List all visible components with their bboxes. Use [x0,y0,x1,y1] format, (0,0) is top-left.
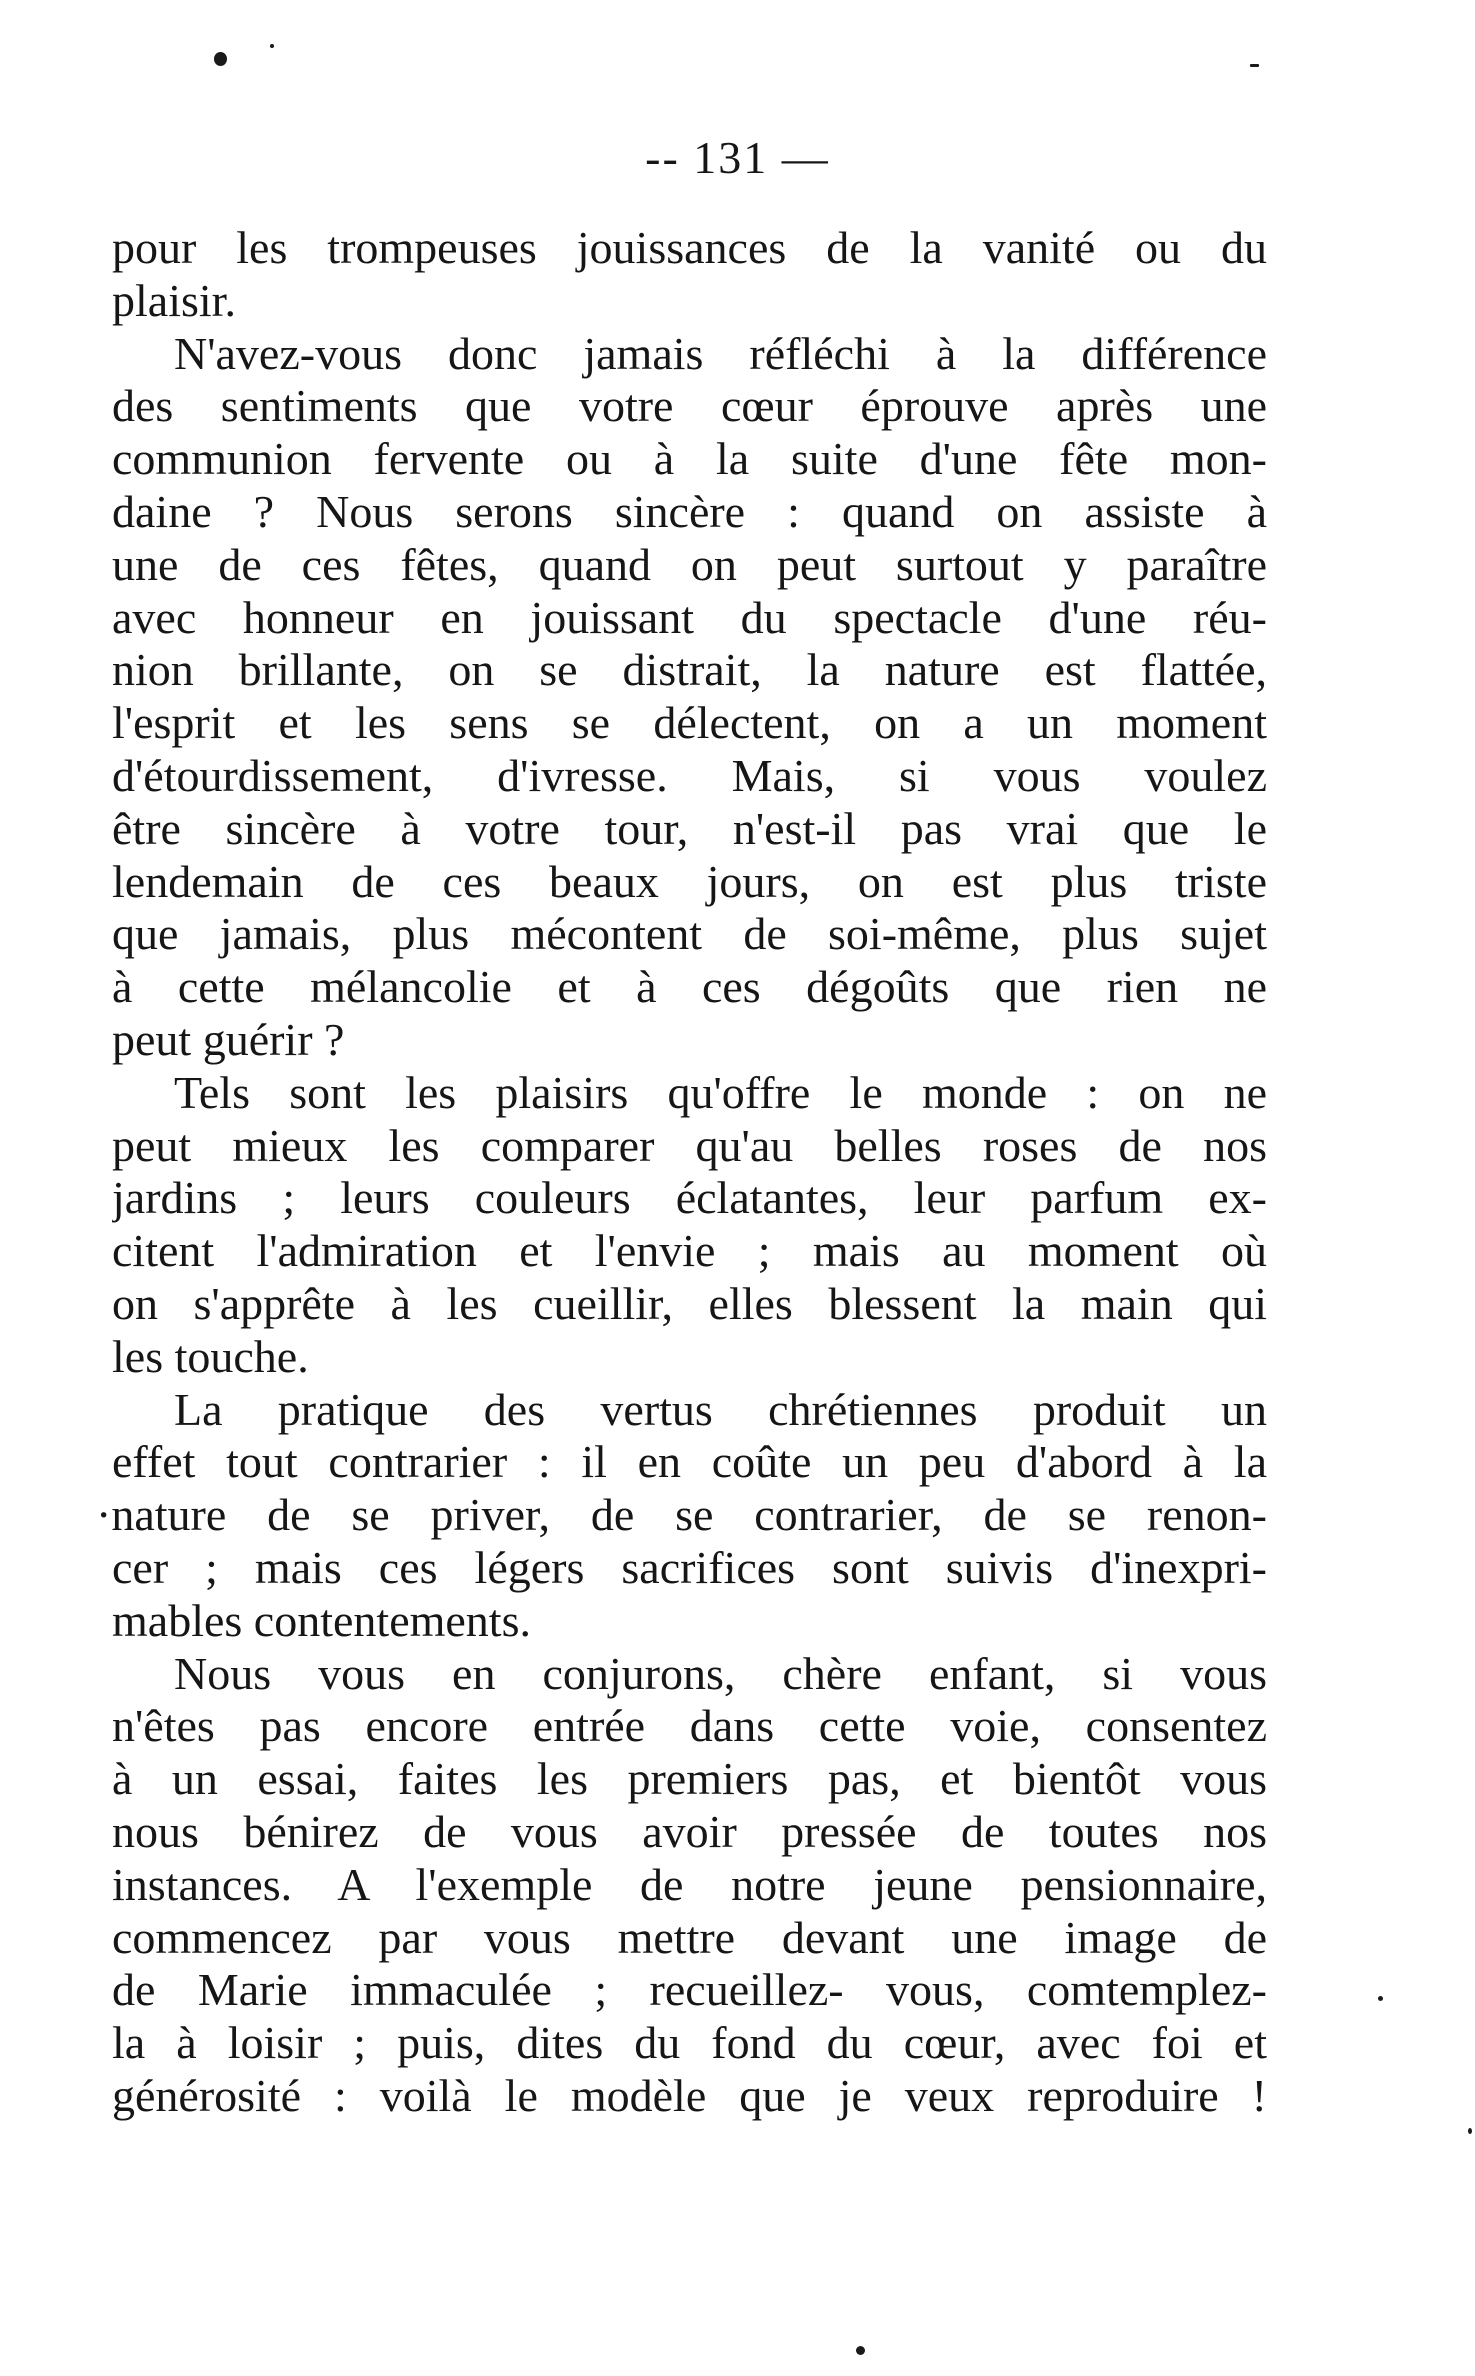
text-line: à un essai, faites les premiers pas, et bientôt vous [112,1753,1267,1805]
page-number: -- 131 — [645,132,830,183]
text-line: une de ces fêtes, quand on peut surtout y paraître [112,538,1267,590]
scan-speck [270,44,274,48]
text-line: cer ; mais ces légers sacrifices sont suivis d'inexpri- [112,1541,1267,1593]
text-line: plaisir. [112,274,236,326]
text-line: instances. A l'exemple de notre jeune pensionnaire, [112,1858,1267,1910]
text-line: Tels sont les plaisirs qu'offre le monde : on ne [174,1066,1267,1118]
text-line: que jamais, plus mécontent de soi-même, plus sujet [112,908,1267,960]
text-line: N'avez-vous donc jamais réfléchi à la différence [174,327,1267,379]
text-line: effet tout contrarier : il en coûte un peu d'abord à la [112,1436,1267,1488]
text-line: citent l'admiration et l'envie ; mais au moment où [112,1225,1267,1277]
text-line: jardins ; leurs couleurs éclatantes, leur parfum ex- [112,1172,1267,1224]
text-line: la à loisir ; puis, dites du fond du cœur, avec foi et [112,2017,1267,2069]
text-line: nous bénirez de vous avoir pressée de toutes nos [112,1805,1267,1857]
scan-speck [1468,2128,1472,2134]
text-line: on s'apprête à les cueillir, elles blessent la main qui [112,1277,1267,1329]
text-line: les touche. [112,1330,309,1382]
text-line: de Marie immaculée ; recueillez- vous, comtemplez- [112,1964,1267,2016]
text-line: communion fervente ou à la suite d'une fête mon- [112,433,1267,485]
text-line: lendemain de ces beaux jours, on est plus triste [112,855,1267,907]
text-line: Nous vous en conjurons, chère enfant, si vous [174,1647,1267,1699]
text-line: peut mieux les comparer qu'au belles roses de nos [112,1119,1267,1171]
text-line: ·nature de se priver, de se contrarier, de se renon- [96,1489,1267,1541]
text-line: des sentiments que votre cœur éprouve après une [112,380,1267,432]
text-line: être sincère à votre tour, n'est-il pas vrai que le [112,802,1267,854]
scan-speck [856,2346,865,2355]
text-line: l'esprit et les sens se délectent, on a un moment [112,697,1267,749]
scan-speck [1250,64,1259,67]
text-line: avec honneur en jouissant du spectacle d'une réu- [112,591,1267,643]
text-line: mables contentements. [112,1594,531,1646]
text-line: La pratique des vertus chrétiennes produit un [174,1383,1267,1435]
text-line: générosité : voilà le modèle que je veux reproduire ! [112,2069,1267,2121]
text-line: à cette mélancolie et à ces dégoûts que rien ne [112,961,1267,1013]
text-line: commencez par vous mettre devant une image de [112,1911,1267,1963]
scan-speck [214,52,227,66]
text-line: d'étourdissement, d'ivresse. Mais, si vous voulez [112,749,1267,801]
text-line: peut guérir ? [112,1013,345,1065]
text-line: nion brillante, on se distrait, la nature est flattée, [112,644,1267,696]
text-line: n'êtes pas encore entrée dans cette voie, consentez [112,1700,1267,1752]
scan-speck [1378,1996,1383,2001]
text-line: pour les trompeuses jouissances de la vanité ou du [112,222,1267,273]
text-line: daine ? Nous serons sincère : quand on assiste à [112,485,1267,537]
body-text [96,222,1267,2123]
